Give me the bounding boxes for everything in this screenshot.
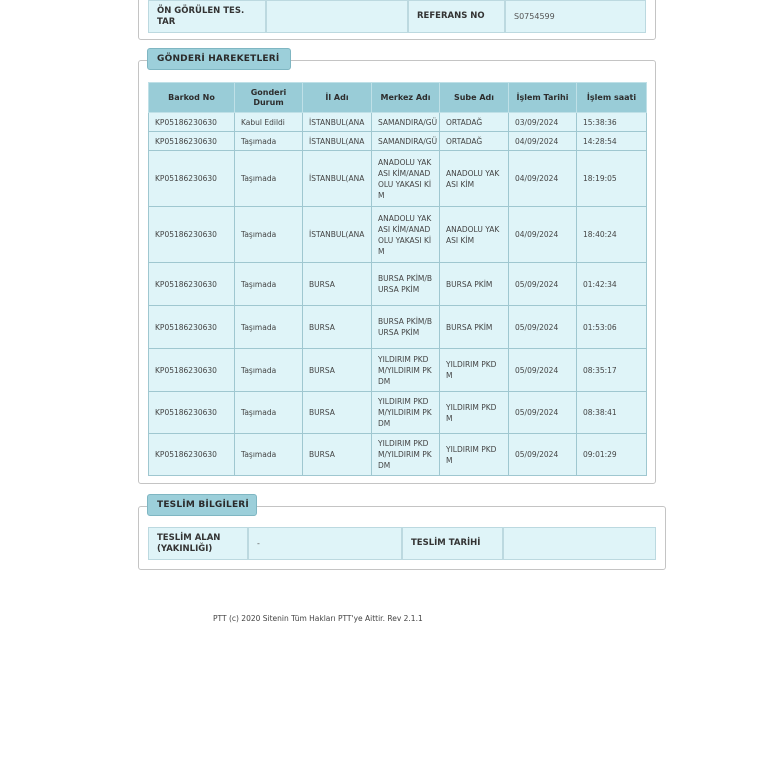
center-cell: ANADOLU YAKASI KİM/ANADOLU YAKASI KİM [372,207,440,263]
column-header-barcode: Barkod No [149,83,235,113]
estimated-delivery-value [266,0,408,33]
date-cell: 05/09/2024 [509,306,577,349]
status-cell: Taşımada [235,306,303,349]
receiver-value: - [248,527,402,560]
city-cell: BURSA [303,434,372,476]
table-row [149,306,647,349]
barcode-cell: KP05186230630 [149,392,235,434]
city-cell: BURSA [303,392,372,434]
center-cell: BURSA PKİM/BURSA PKİM [372,306,440,349]
delivery-info-row [148,527,656,560]
city-cell: İSTANBUL(ANA [303,113,372,132]
center-cell: BURSA PKİM/BURSA PKİM [372,263,440,306]
branch-cell: YILDIRIM PKDM [440,349,509,392]
column-header-status: Gonderi Durum [235,83,303,113]
barcode-cell: KP05186230630 [149,263,235,306]
time-cell: 15:38:36 [577,113,647,132]
branch-cell: YILDIRIM PKDM [440,434,509,476]
barcode-cell: KP05186230630 [149,434,235,476]
date-cell: 04/09/2024 [509,151,577,207]
status-cell: Taşımada [235,349,303,392]
time-cell: 01:42:34 [577,263,647,306]
branch-cell: ANADOLU YAKASI KİM [440,151,509,207]
date-cell: 05/09/2024 [509,392,577,434]
delivery-date-value [503,527,656,560]
date-cell: 03/09/2024 [509,113,577,132]
table-row [149,132,647,151]
movements-table [148,82,647,476]
center-cell: SAMANDIRA/GÜ [372,132,440,151]
column-header-date: İşlem Tarihi [509,83,577,113]
table-row [149,434,647,476]
time-cell: 18:19:05 [577,151,647,207]
table-row [149,392,647,434]
city-cell: İSTANBUL(ANA [303,151,372,207]
column-header-city: İl Adı [303,83,372,113]
table-header-row [149,83,647,113]
time-cell: 08:35:17 [577,349,647,392]
status-cell: Kabul Edildi [235,113,303,132]
date-cell: 05/09/2024 [509,349,577,392]
column-header-time: İşlem saati [577,83,647,113]
time-cell: 01:53:06 [577,306,647,349]
time-cell: 14:28:54 [577,132,647,151]
branch-cell: ORTADAĞ [440,132,509,151]
table-row [149,263,647,306]
table-row [149,207,647,263]
city-cell: BURSA [303,306,372,349]
status-cell: Taşımada [235,392,303,434]
delivery-date-label: TESLİM TARİHİ [402,527,503,560]
center-cell: ANADOLU YAKASI KİM/ANADOLU YAKASI KİM [372,151,440,207]
column-header-branch: Sube Adı [440,83,509,113]
barcode-cell: KP05186230630 [149,349,235,392]
table-row [149,349,647,392]
footer-copyright: PTT (c) 2020 Sitenin Tüm Hakları PTT'ye Aittir. Rev 2.1.1 [213,614,423,623]
status-cell: Taşımada [235,151,303,207]
status-cell: Taşımada [235,263,303,306]
time-cell: 18:40:24 [577,207,647,263]
status-cell: Taşımada [235,207,303,263]
city-cell: İSTANBUL(ANA [303,207,372,263]
branch-cell: ORTADAĞ [440,113,509,132]
center-cell: YILDIRIM PKDM/YILDIRIM PKDM [372,349,440,392]
shipment-info-row [148,0,646,33]
time-cell: 09:01:29 [577,434,647,476]
city-cell: BURSA [303,263,372,306]
city-cell: BURSA [303,349,372,392]
center-cell: SAMANDIRA/GÜ [372,113,440,132]
barcode-cell: KP05186230630 [149,306,235,349]
date-cell: 04/09/2024 [509,132,577,151]
center-cell: YILDIRIM PKDM/YILDIRIM PKDM [372,434,440,476]
date-cell: 05/09/2024 [509,263,577,306]
reference-label: REFERANS NO [408,0,505,33]
barcode-cell: KP05186230630 [149,113,235,132]
barcode-cell: KP05186230630 [149,151,235,207]
barcode-cell: KP05186230630 [149,207,235,263]
branch-cell: ANADOLU YAKASI KİM [440,207,509,263]
movements-section-title: GÖNDERİ HAREKETLERİ [147,48,291,70]
branch-cell: YILDIRIM PKDM [440,392,509,434]
table-row [149,113,647,132]
date-cell: 05/09/2024 [509,434,577,476]
city-cell: İSTANBUL(ANA [303,132,372,151]
status-cell: Taşımada [235,434,303,476]
reference-value: S0754599 [505,0,646,33]
barcode-cell: KP05186230630 [149,132,235,151]
branch-cell: BURSA PKİM [440,306,509,349]
column-header-center: Merkez Adı [372,83,440,113]
delivery-section-title: TESLİM BİLGİLERİ [147,494,257,516]
branch-cell: BURSA PKİM [440,263,509,306]
status-cell: Taşımada [235,132,303,151]
date-cell: 04/09/2024 [509,207,577,263]
receiver-label: TESLİM ALAN (YAKINLIĞI) [148,527,248,560]
time-cell: 08:38:41 [577,392,647,434]
estimated-delivery-label: ÖN GÖRÜLEN TES. TAR [148,0,266,33]
center-cell: YILDIRIM PKDM/YILDIRIM PKDM [372,392,440,434]
table-row [149,151,647,207]
